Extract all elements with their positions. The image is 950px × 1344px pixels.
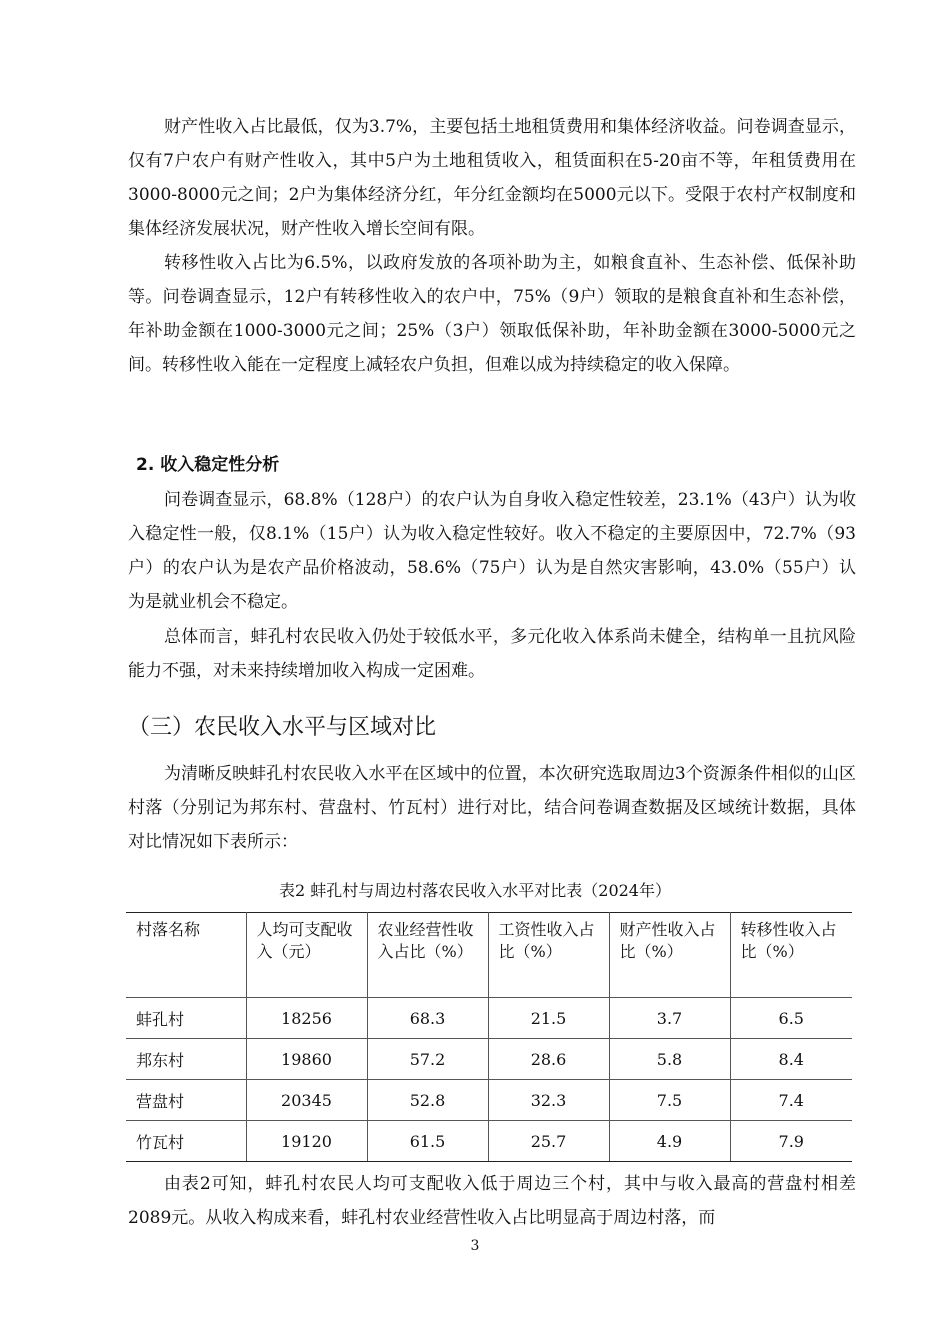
header-village-name: 村落名称 (126, 913, 246, 998)
cell-value: 19860 (246, 1039, 367, 1080)
table-row (126, 998, 852, 1039)
cell-value: 7.5 (609, 1080, 730, 1121)
table-row (126, 1039, 852, 1080)
cell-value: 25.7 (488, 1121, 609, 1162)
table-row (126, 1121, 852, 1162)
page-number: 3 (470, 1238, 480, 1254)
cell-village-name: 蚌孔村 (126, 998, 246, 1039)
header-per-capita-income: 人均可支配收入（元） (246, 913, 367, 998)
cell-value: 7.9 (730, 1121, 852, 1162)
cell-value: 68.3 (367, 998, 488, 1039)
subheading-income-stability: 2. 收入稳定性分析 (136, 455, 280, 475)
cell-value: 19120 (246, 1121, 367, 1162)
cell-value: 28.6 (488, 1039, 609, 1080)
cell-value: 5.8 (609, 1039, 730, 1080)
cell-value: 52.8 (367, 1080, 488, 1121)
cell-village-name: 竹瓦村 (126, 1121, 246, 1162)
cell-village-name: 营盘村 (126, 1080, 246, 1121)
cell-value: 32.3 (488, 1080, 609, 1121)
paragraph-property-income: 财产性收入占比最低，仅为3.7%，主要包括土地租赁费用和集体经济收益。问卷调查显示，仅有7户农户有财产性收入，其中5户为土地租赁收入，租赁面积在5-20亩不等，年租赁费用在3000-8000元之间；2户为集体经济分红，年分红金额均在5000元以下。受限于农村产权制度和集体经济发展状况，财产性收入增长空间有限。 (128, 117, 856, 239)
paragraph-intro: 为清晰反映蚌孔村农民收入水平在区域中的位置，本次研究选取周边3个资源条件相似的山区村落（分别记为邦东村、营盘村、竹瓦村）进行对比，结合问卷调查数据及区域统计数据，具体对比情况如下表所示： (128, 764, 856, 852)
table-caption: 表2 蚌孔村与周边村落农民收入水平对比表（2024年） (279, 881, 671, 900)
paragraph-stability: 问卷调查显示，68.8%（128户）的农户认为自身收入稳定性较差，23.1%（43户）认为收入稳定性一般，仅8.1%（15户）认为收入稳定性较好。收入不稳定的主要原因中，72.7%（93户）的农户认为是农产品价格波动，58.6%（75户）认为是自然灾害影响，43.0%（55户）认为是就业机会不稳定。 (128, 490, 856, 612)
cell-value: 61.5 (367, 1121, 488, 1162)
cell-value: 21.5 (488, 998, 609, 1039)
cell-value: 7.4 (730, 1080, 852, 1121)
cell-value: 4.9 (609, 1121, 730, 1162)
header-property-share: 财产性收入占比（%） (609, 913, 730, 998)
cell-value: 6.5 (730, 998, 852, 1039)
paragraph-transfer-income: 转移性收入占比为6.5%，以政府发放的各项补助为主，如粮食直补、生态补偿、低保补助等。问卷调查显示，12户有转移性收入的农户中，75%（9户）领取的是粮食直补和生态补偿，年补助金额在1000-3000元之间；25%（3户）领取低保补助，年补助金额在3000-5000元之间。转移性收入能在一定程度上减轻农户负担，但难以成为持续稳定的收入保障。 (128, 253, 856, 375)
cell-value: 18256 (246, 998, 367, 1039)
income-comparison-table (126, 912, 852, 1162)
paragraph-summary: 总体而言，蚌孔村农民收入仍处于较低水平，多元化收入体系尚未健全，结构单一且抗风险能力不强，对未来持续增加收入构成一定困难。 (128, 627, 856, 681)
cell-village-name: 邦东村 (126, 1039, 246, 1080)
header-transfer-share: 转移性收入占比（%） (730, 913, 852, 998)
cell-value: 8.4 (730, 1039, 852, 1080)
header-wage-share: 工资性收入占比（%） (488, 913, 609, 998)
table-header-row (126, 913, 852, 998)
cell-value: 20345 (246, 1080, 367, 1121)
header-agri-share: 农业经营性收入占比（%） (367, 913, 488, 998)
paragraph-conclusion: 由表2可知，蚌孔村农民人均可支配收入低于周边三个村，其中与收入最高的营盘村相差2089元。从收入构成来看，蚌孔村农业经营性收入占比明显高于周边村落，而 (128, 1174, 856, 1228)
cell-value: 3.7 (609, 998, 730, 1039)
cell-value: 57.2 (367, 1039, 488, 1080)
section-heading-regional-comparison: （三）农民收入水平与区域对比 (128, 715, 437, 740)
table-row (126, 1080, 852, 1121)
